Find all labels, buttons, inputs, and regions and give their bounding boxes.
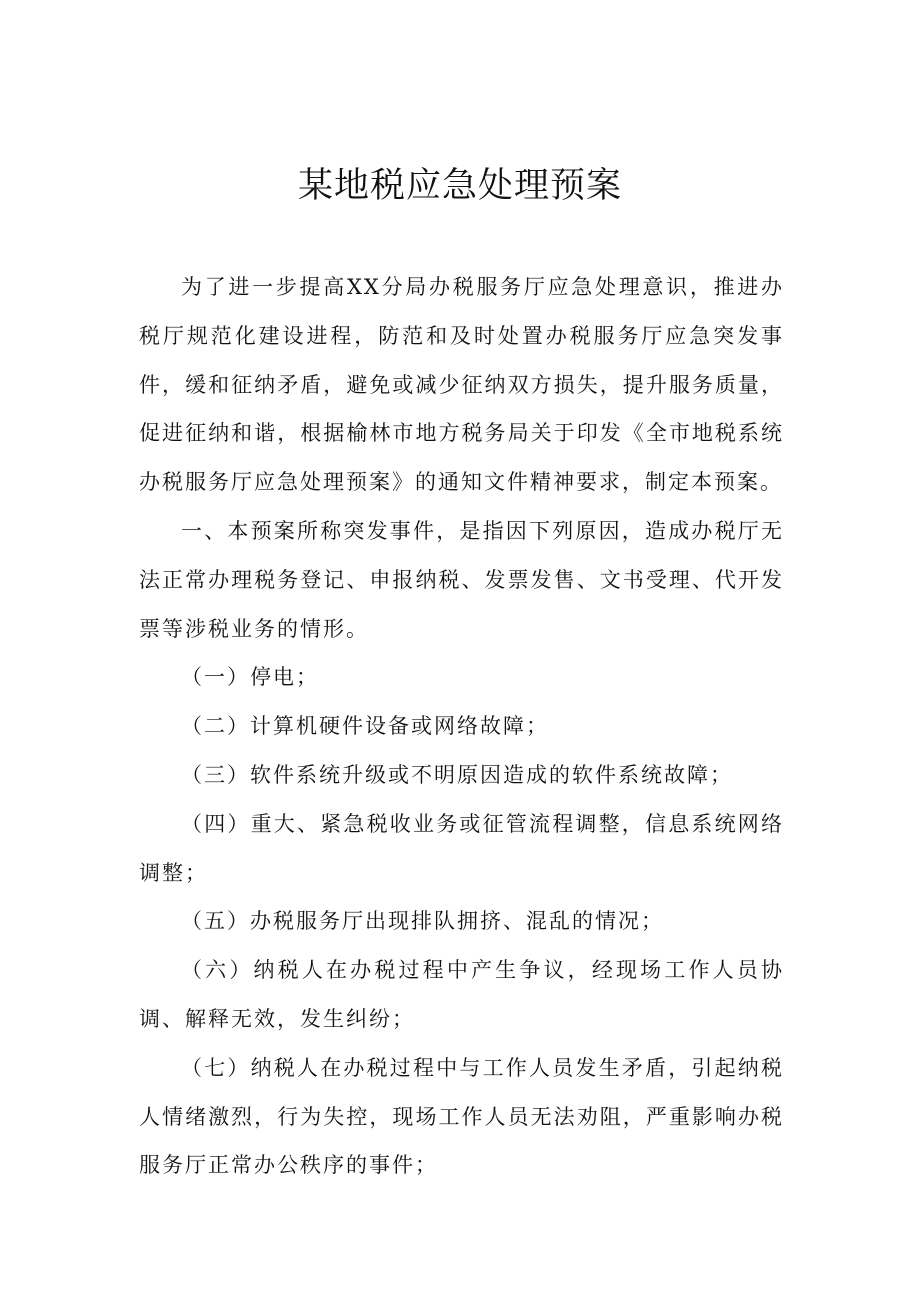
- list-item-1: （一）停电；: [181, 665, 319, 690]
- document-body: [139, 263, 784, 1190]
- list-item-3: （三）软件系统升级或不明原因造成的软件系统故障；: [181, 762, 733, 787]
- list-item-5: （五）办税服务厅出现排队拥挤、混乱的情况；: [181, 909, 664, 934]
- list-item-7: （七）纳税人在办税过程中与工作人员发生矛盾，引起纳税人情绪激烈，行为失控，现场工作人员无法劝阻，严重影响办税服务厅正常办公秩序的事件；: [139, 1055, 784, 1178]
- document-title: 某地税应急处理预案: [297, 166, 622, 206]
- paragraph-section-1: 一、本预案所称突发事件，是指因下列原因，造成办税厅无法正常办理税务登记、申报纳税、发票发售、文书受理、代开发票等涉税业务的情形。: [139, 518, 784, 641]
- list-item-2: （二）计算机硬件设备或网络故障；: [181, 714, 549, 739]
- list-item-6: （六）纳税人在办税过程中产生争议，经现场工作人员协调、解释无效，发生纠纷；: [139, 958, 784, 1031]
- list-item-4: （四）重大、紧急税收业务或征管流程调整，信息系统网络调整；: [139, 811, 784, 885]
- paragraph-intro: 为了进一步提高XX分局办税服务厅应急处理意识，推进办税厅规范化建设进程，防范和及时处置办税服务厅应急突发事件，缓和征纳矛盾，避免或减少征纳双方损失，提升服务质量，促进征纳和谐，根据榆林市地方税务局关于印发《全市地税系统办税服务厅应急处理预案》的通知文件精神要求，制定本预案。: [139, 275, 784, 495]
